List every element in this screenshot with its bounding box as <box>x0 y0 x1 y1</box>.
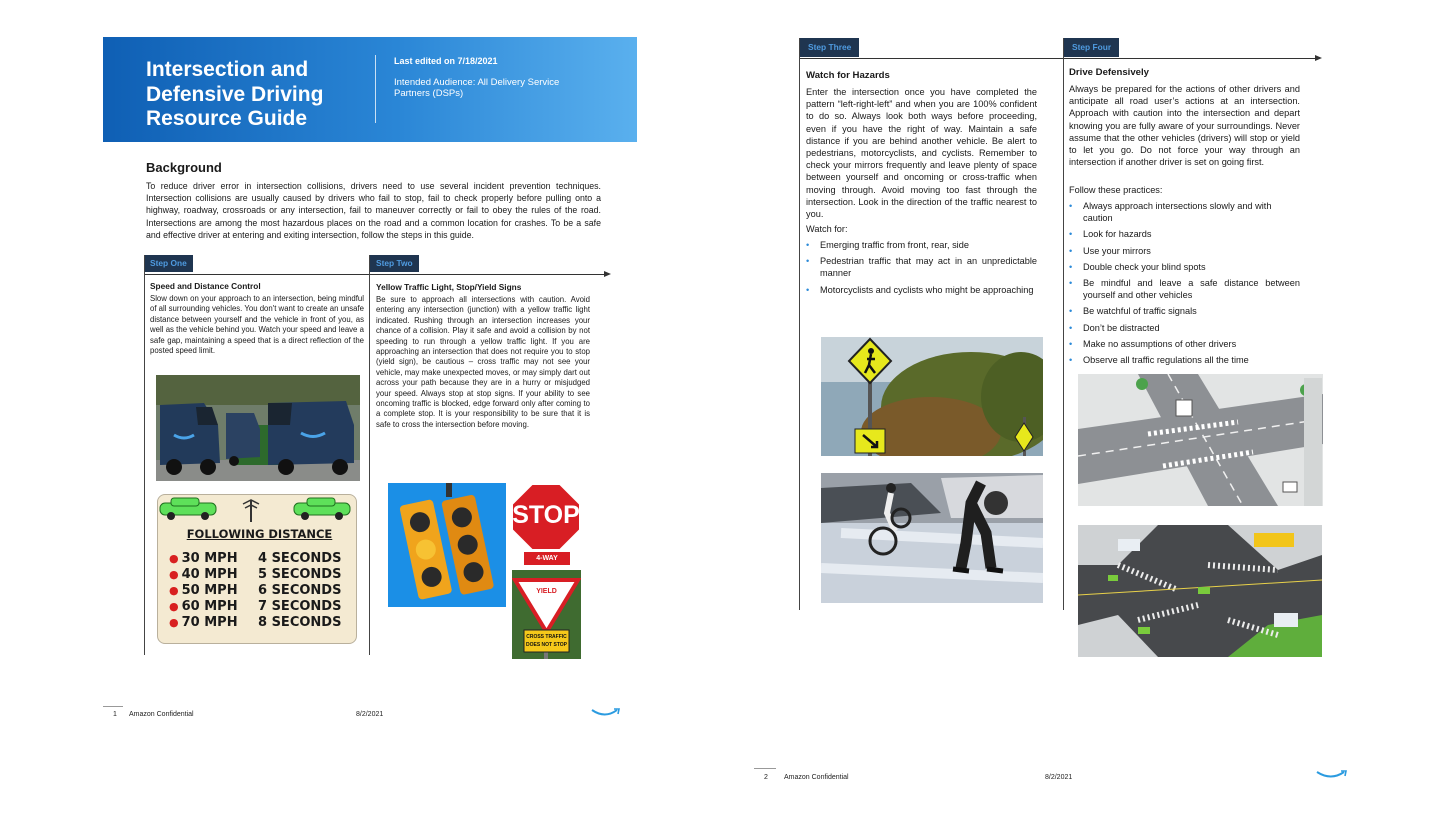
intended-audience: Intended Audience: All Delivery Service Partners (DSPs) <box>394 77 560 99</box>
list-item: • Pedestrian traffic that may act in an unpredictable manner <box>806 255 1037 279</box>
following-distance-row: ● 50 MPH 6 SECONDS <box>169 583 342 598</box>
list-item: • Be mindful and leave a safe distance between yourself and other vehicles <box>1069 277 1300 301</box>
four-way-plate: 4-WAY <box>523 551 571 566</box>
cross-traffic-plate: CROSS TRAFFIC DOES NOT STOP <box>525 634 568 648</box>
timeline-line <box>144 274 605 275</box>
tab-step-one: Step One <box>144 255 193 272</box>
footer-date: 8/2/2021 <box>1045 774 1073 781</box>
last-edited-date: Last edited on 7/18/2021 <box>394 56 498 66</box>
list-item: • Look for hazards <box>1069 228 1300 240</box>
step-one-left-border <box>144 255 145 655</box>
list-item: • Don’t be distracted <box>1069 322 1300 334</box>
timeline-arrow-icon <box>1315 55 1322 61</box>
watch-for-label: Watch for: <box>806 224 848 234</box>
cyclist-crossing-photo <box>821 473 1043 603</box>
practices-list <box>1069 200 1300 366</box>
following-distance-row: ● 30 MPH 4 SECONDS <box>169 551 342 566</box>
background-paragraph: To reduce driver error in intersection collisions, drivers need to use several incident prevention techniques. Intersection collisions are usually caused by drivers who fail to stop, fail to check properly before pulling onto a highway, roadway, crossroads or any intersection, fail to maneuver correctly or fail to obey the rules of the road. Intersections are among the most hazardous places on the road and a common location for crashes. To be a safe and effective driver at entering and exiting intersection, follow the steps in this guide. <box>146 181 601 240</box>
footer-confidential: Amazon Confidential <box>129 711 194 718</box>
amazon-smile-logo-icon <box>590 705 622 717</box>
step-divider <box>369 255 370 655</box>
list-item: • Observe all traffic regulations all the time <box>1069 354 1300 366</box>
traffic-light-photo <box>388 483 506 607</box>
delivery-vans-photo <box>156 375 360 481</box>
intersection-diagram-1 <box>1078 374 1323 506</box>
following-distance-illustration <box>157 496 355 522</box>
banner-divider <box>375 55 376 123</box>
list-item: • Emerging traffic from front, rear, side <box>806 239 1037 251</box>
step-one-title: Speed and Distance Control <box>150 281 261 291</box>
list-item: • Use your mirrors <box>1069 245 1300 257</box>
list-item: • Make no assumptions of other drivers <box>1069 338 1300 350</box>
step-divider <box>1063 38 1064 610</box>
following-distance-row: ● 70 MPH 8 SECONDS <box>169 615 342 630</box>
stop-sign-text: STOP <box>512 501 580 529</box>
footer-confidential: Amazon Confidential <box>784 774 849 781</box>
footer-rule <box>103 706 123 707</box>
background-heading: Background <box>146 160 222 175</box>
step-four-body: Always be prepared for the actions of other drivers and anticipate all road user’s actions at an intersection. Approach with caution into the intersection and depart knowing you are fully aware of your surroundings. Never assume that the other vehicles (drivers) will stop or yield to let you go. Do not force your way through an intersection if another driver is set on going first. <box>1069 84 1300 168</box>
following-distance-title: FOLLOWING DISTANCE <box>186 527 333 541</box>
practices-intro: Follow these practices: <box>1069 185 1163 195</box>
step-two-body: Be sure to approach all intersections with caution. Avoid entering any intersection (junction) with a yellow traffic light indicated. Rushing through an intersection increases your chance of a collision. Play it safe and avoid a collision by not speeding to run through a yellow traffic light. If you are approaching an intersection that does not require you to stop (yield sign), be cautious – cross traffic may not see your vehicle, may make unexpected moves, or may simply dart out across your path because they are in a hurry or misjudged your speed. Always stop at stop signs. If your ability to see oncoming traffic is blocked, edge forward only after coming to a complete stop. It is your responsibility to be sure that it is safe to cross the intersection before moving. <box>376 295 590 429</box>
step-one-body: Slow down on your approach to an intersection, being mindful of all surrounding vehicles. You don't want to create an unsafe distance between yourself and the vehicle in front of you, as well as the vehicle behind you. Watch your speed and leave a safe gap, maintaining a speed that is a direct reflection of the posted speed limit. <box>150 294 364 356</box>
list-item: • Double check your blind spots <box>1069 261 1300 273</box>
footer-date: 8/2/2021 <box>356 711 384 718</box>
step-three-left-border <box>799 38 800 610</box>
following-distance-row: ● 60 MPH 7 SECONDS <box>169 599 342 614</box>
list-item: • Be watchful of traffic signals <box>1069 305 1300 317</box>
step-two-title: Yellow Traffic Light, Stop/Yield Signs <box>376 282 522 292</box>
step-three-title: Watch for Hazards <box>806 70 890 81</box>
yield-sign-text: YIELD <box>536 588 557 595</box>
pedestrian-sign-photo <box>821 337 1043 456</box>
tab-step-two: Step Two <box>370 255 419 272</box>
page-title: Intersection and Defensive Driving Resource Guide <box>146 58 324 130</box>
tab-step-three: Step Three <box>800 38 859 57</box>
footer-rule <box>754 768 776 769</box>
amazon-smile-logo-icon <box>1315 767 1349 779</box>
watch-for-list <box>806 239 1037 296</box>
intersection-diagram-2 <box>1078 525 1322 657</box>
step-three-body: Enter the intersection once you have completed the pattern “left-right-left” and when you are 100% confident to do so. Always look both ways before proceeding, even if you have the right of way. Maintain a safe distance if you are behind another vehicle. Be alert to pedestrians, motorcyclists, and cyclists. Remember to check your mirrors frequently and leave plenty of space between yourself and oncoming or cross-traffic when moving through. Avoid moving too fast through the intersection. Look in the direction of the traffic nearest to you. <box>806 87 1037 220</box>
tab-step-four: Step Four <box>1064 38 1119 57</box>
timeline-line <box>800 58 1316 59</box>
page-number: 1 <box>113 711 117 718</box>
step-four-title: Drive Defensively <box>1069 67 1149 78</box>
timeline-arrow-icon <box>604 271 611 277</box>
following-distance-row: ● 40 MPH 5 SECONDS <box>169 567 342 582</box>
page-number: 2 <box>764 774 768 781</box>
list-item: • Motorcyclists and cyclists who might be approaching <box>806 284 1037 296</box>
list-item: • Always approach intersections slowly and with caution <box>1069 200 1300 224</box>
